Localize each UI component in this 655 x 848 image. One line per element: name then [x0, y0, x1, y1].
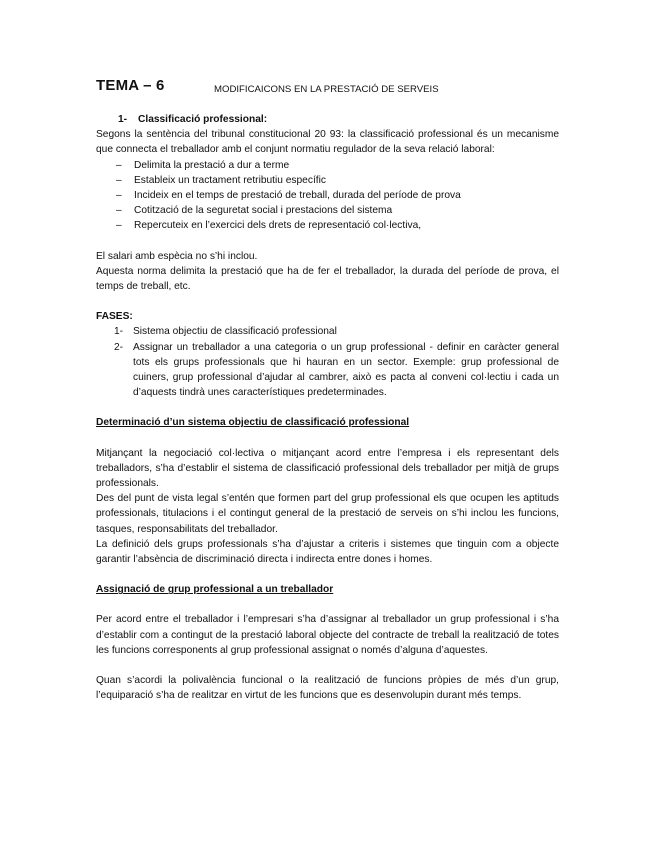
topic-subtitle: MODIFICAICONS EN LA PRESTACIÓ DE SERVEIS — [214, 84, 439, 95]
document-body — [96, 112, 559, 704]
section-intro: Segons la sentència del tribunal constitucional 20 93: la classificació professional és un mecanisme que connecta el treballador amb el conjunt normatiu regulador de la seva relació laboral: — [96, 129, 559, 156]
salari-note: El salari amb espècia no s’hi inclou. — [96, 250, 258, 262]
fases-heading: FASES: — [96, 311, 133, 323]
dash-list — [96, 158, 559, 234]
list-item — [96, 203, 559, 218]
spacer — [96, 431, 559, 446]
list-item — [96, 158, 559, 173]
assignacio-heading: Assignació de grup professional a un treballador — [96, 584, 334, 596]
spacer — [96, 658, 559, 673]
list-item — [96, 218, 559, 233]
list-item — [96, 324, 559, 339]
topic-title: TEMA – 6 — [96, 77, 165, 94]
dash-bullet: – — [116, 205, 122, 217]
dash-bullet: – — [116, 159, 122, 171]
assignacio-paragraph: Per acord entre el treballador i l’empresari s’ha d’assignar al treballador un grup professional i s’ha d’establir com a contingut de la prestació laboral objecte del contracte de treball la realització de totes les funcions corresponents al grup professional assignat o només d’alguna d’aquestes. — [96, 614, 559, 656]
section-title: Classificació professional: — [138, 114, 268, 125]
assignacio-paragraph: Quan s’acordi la polivalència funcional o la realització de funcions pròpies de més d’un grup, l’equiparació s’ha de realitzar en virtut de les funcions que es desenvolupin durant més temps. — [96, 675, 559, 702]
dash-bullet: – — [116, 190, 122, 202]
document-header — [96, 78, 576, 98]
norma-paragraph: Aquesta norma delimita la prestació que ha de fer el treballador, la durada del període de prova, el temps de treball, etc. — [96, 265, 559, 293]
determinacio-paragraph: La definició dels grups professionals s’ha d’ajustar a criteris i sistemes que tinguin com a objecte garantir l’absència de discriminació directa i indirecta entre dones i homes. — [96, 538, 559, 566]
spacer — [96, 400, 559, 415]
list-item-text: Cotització de la seguretat social i prestacions del sistema — [134, 205, 393, 217]
list-item-text: Delimita la prestació a dur a terme — [134, 159, 290, 171]
section-heading-classificacio — [96, 112, 559, 127]
dash-bullet: – — [116, 174, 122, 186]
dash-bullet: – — [116, 220, 122, 232]
list-item — [96, 173, 559, 188]
list-item-text: Sistema objectiu de classificació professional — [133, 326, 337, 338]
spacer — [96, 597, 559, 612]
list-item-text: Repercuteix en l’exercici dels drets de representació col·lectiva, — [134, 220, 422, 232]
spacer — [96, 234, 559, 249]
fases-list — [96, 324, 559, 400]
list-item — [96, 340, 559, 401]
list-item-text: Assignar un treballador a una categoria o un grup professional - definir en caràcter general tots els grups professionals que hi hauran en un sector. Exemple: grup professional de cuiners, grup professional d’ajudar al cambrer, això es pacta al conveni col·lectiu i cada un d’aquests tindrà unes característiques predeterminades. — [133, 341, 559, 399]
section-number: 1- — [118, 114, 128, 125]
list-item — [96, 188, 559, 203]
list-item-text: Estableix un tractament retributiu específic — [134, 174, 326, 186]
spacer — [96, 294, 559, 309]
determinacio-heading: Determinació d’un sistema objectiu de classificació professional — [96, 417, 410, 429]
spacer — [96, 567, 559, 582]
list-item-text: Incideix en el temps de prestació de treball, durada del període de prova — [134, 190, 461, 202]
determinacio-paragraph: Mitjançant la negociació col·lectiva o mitjançant acord entre l’empresa i els representant dels treballadors, s’ha d’establir el sistema de classificació professional dels treballador per mitjà de grups professionals. — [96, 447, 559, 490]
list-number: 2- — [114, 341, 124, 353]
determinacio-paragraph: Des del punt de vista legal s’entén que formen part del grup professional els que ocupen les aptituds professionals, titulacions i el contingut general de la prestació de serveis on s’hi inclou les funcions, tasques, responsabilitats del treballador. — [96, 493, 559, 535]
list-number: 1- — [114, 326, 124, 338]
